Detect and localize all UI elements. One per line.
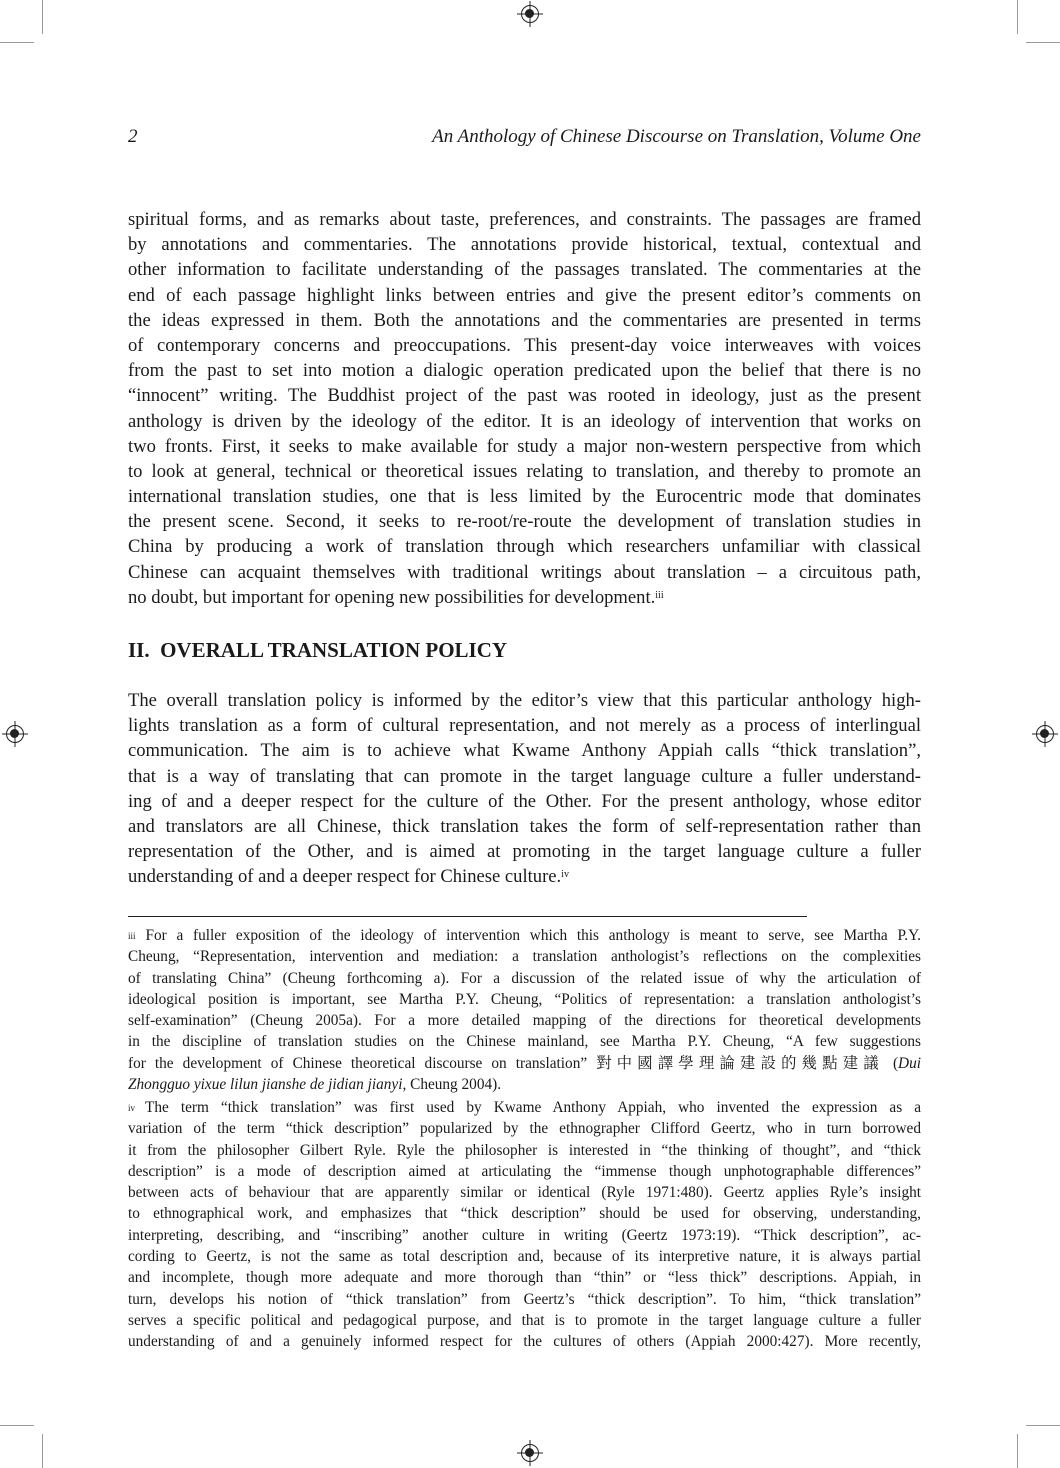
text-line: China by producing a work of translation through which researchers unfamiliar with classical [128, 536, 921, 558]
footnote-line: of translating China” (Cheung forthcoming a). For a discussion of the related issue of why the articulation of [128, 969, 921, 987]
crop-mark [42, 1434, 43, 1468]
footnote-line: ideological position is important, see Martha P.Y. Cheung, “Politics of representation: a translation anthologist’s [128, 990, 921, 1008]
text-line-content: no doubt, but important for opening new possibilities for development. [128, 586, 656, 608]
text-line: international translation studies, one that is less limited by the Eurocentric mode that dominates [128, 486, 921, 508]
text-line: end of each passage highlight links between entries and give the present editor’s comments on [128, 284, 921, 306]
footnote-marker: iii [128, 931, 136, 941]
footnote-line [128, 925, 921, 946]
footnote-line [128, 1074, 921, 1095]
footnote-line: description” is a mode of description aimed at articulating the “immense though unphotographable differences” [128, 1162, 921, 1180]
crop-mark [1026, 42, 1060, 43]
footnote-iii [128, 925, 921, 1095]
text-line [128, 864, 921, 889]
body-paragraph [128, 207, 921, 610]
text-line: “innocent” writing. The Buddhist project of the past was rooted in ideology, just as the present [128, 385, 921, 407]
text-line [128, 585, 921, 610]
footnote-line: it from the philosopher Gilbert Ryle. Ryle the philosopher is interested in “the thinking of thought”, and “thick [128, 1141, 921, 1159]
text-line: The overall translation policy is informed by the editor’s view that this particular anthology high- [128, 690, 921, 711]
text-line: spiritual forms, and as remarks about taste, preferences, and constraints. The passages are framed [128, 209, 921, 230]
text-line: ing of and a deeper respect for the culture of the Other. For the present anthology, whose editor [128, 790, 921, 812]
footnote-italic: Zhongguo yixue lilun jianshe de jidian jianyi [128, 1076, 403, 1094]
text-line: anthology is driven by the ideology of the editor. It is an ideology of intervention that works on [128, 410, 921, 432]
text-line: Chinese can acquaint themselves with traditional writings about translation – a circuitous path, [128, 561, 921, 583]
footnote-line [128, 1097, 921, 1118]
footnote-line: in the discipline of translation studies on the Chinese mainland, see Martha P.Y. Cheung, “A few suggestions [128, 1033, 921, 1051]
registration-mark-icon [521, 1444, 539, 1462]
text-line: other information to facilitate understanding of the passages translated. The commentaries at the [128, 259, 921, 281]
footnote-line: self-examination” (Cheung 2005a). For a more detailed mapping of the directions for theoretical developments [128, 1012, 921, 1030]
footnote-line: cording to Geertz, is not the same as total description and, because of its interpretive nature, it is always partial [128, 1248, 921, 1266]
text-line: the present scene. Second, it seeks to re-root/re-route the development of translation studies in [128, 511, 921, 533]
crop-mark [0, 42, 34, 43]
text-line: communication. The aim is to achieve what Kwame Anthony Appiah calls “thick translation”, [128, 740, 921, 762]
footnote-text: The term “thick translation” was first used by Kwame Anthony Appiah, who invented the expression as a [145, 1099, 921, 1116]
footnote-italic: Dui [898, 1054, 921, 1072]
running-header [128, 126, 921, 150]
registration-mark-icon [1036, 725, 1054, 743]
crop-mark [1017, 1434, 1018, 1468]
text-line-content: understanding of and a deeper respect for Chinese culture. [128, 866, 562, 888]
footnote-marker: iv [128, 1103, 136, 1113]
crop-mark [0, 1425, 34, 1426]
footnote-line: between acts of behaviour that are apparently similar or identical (Ryle 1971:480). Geertz applies Ryle’s insight [128, 1184, 921, 1202]
text-line: that is a way of translating that can promote in the target language culture a fuller understand- [128, 765, 921, 787]
footnote-line: understanding of and a genuinely informed respect for the cultures of others (Appiah 2000:427). More recently, [128, 1333, 921, 1351]
crop-mark [1026, 1425, 1060, 1426]
footnote-text: for the development of Chinese theoretical discourse on translation” 對中國譯學理論建設的幾點建議 ( [128, 1054, 899, 1072]
footnote-rule [128, 916, 807, 917]
text-line: representation of the Other, and is aimed at promoting in the target language culture a fuller [128, 841, 921, 863]
footnote-line: serves a specific political and pedagogical purpose, and that is to promote in the target language culture a fuller [128, 1311, 921, 1329]
text-line: two fronts. First, it seeks to make available for study a major non-western perspective from which [128, 435, 921, 457]
footnote-reference[interactable]: iii [655, 589, 664, 601]
footnote-reference[interactable]: iv [561, 869, 569, 881]
footnote-line: and incomplete, though more adequate and more thorough than “thin” or “less thick” descriptions. Appiah, in [128, 1269, 921, 1287]
footnote-line: to ethnographical work, and emphasizes that “thick description” should be used for observing, understanding, [128, 1205, 921, 1223]
footnote-line: turn, develops his notion of “thick translation” from Geertz’s “thick description”. To him, “thick translation” [128, 1290, 921, 1308]
footnote-line: variation of the term “thick description” popularized by the ethnographer Clifford Geertz, who in turn borrowed [128, 1120, 921, 1138]
footnote-line [128, 1053, 921, 1074]
footnote-text: , Cheung 2004). [402, 1076, 502, 1094]
text-line: by annotations and commentaries. The annotations provide historical, textual, contextual and [128, 234, 921, 256]
registration-mark-icon [6, 725, 24, 743]
footnote-iv [128, 1097, 921, 1353]
text-line: and translators are all Chinese, thick translation takes the form of self-representation rather than [128, 815, 921, 837]
footnote-line: interpreting, describing, and “inscribing” another culture in writing (Geertz 1973:19). “Thick description”, ac- [128, 1226, 921, 1244]
page-number: 2 [128, 126, 138, 147]
crop-mark [42, 0, 43, 34]
text-line: from the past to set into motion a dialogic operation predicated upon the belief that there is no [128, 360, 921, 382]
crop-mark [1017, 0, 1018, 34]
text-line: of contemporary concerns and preoccupations. This present-day voice interweaves with voices [128, 334, 921, 356]
running-title: An Anthology of Chinese Discourse on Translation, Volume One [432, 126, 921, 147]
text-line: the ideas expressed in them. Both the annotations and the commentaries are presented in terms [128, 309, 921, 331]
registration-mark-icon [521, 5, 539, 23]
body-paragraph [128, 688, 921, 890]
footnote-line: Cheung, “Representation, intervention and mediation: a translation anthologist’s reflections on the complexities [128, 948, 921, 966]
text-line: to look at general, technical or theoretical issues relating to translation, and thereby to promote an [128, 460, 921, 482]
text-line: lights translation as a form of cultural representation, and not merely as a process of interlingual [128, 715, 921, 737]
footnote-text: For a fuller exposition of the ideology of intervention which this anthology is meant to serve, see Martha P.Y. [145, 927, 921, 944]
section-heading: II. OVERALL TRANSLATION POLICY [128, 638, 508, 662]
